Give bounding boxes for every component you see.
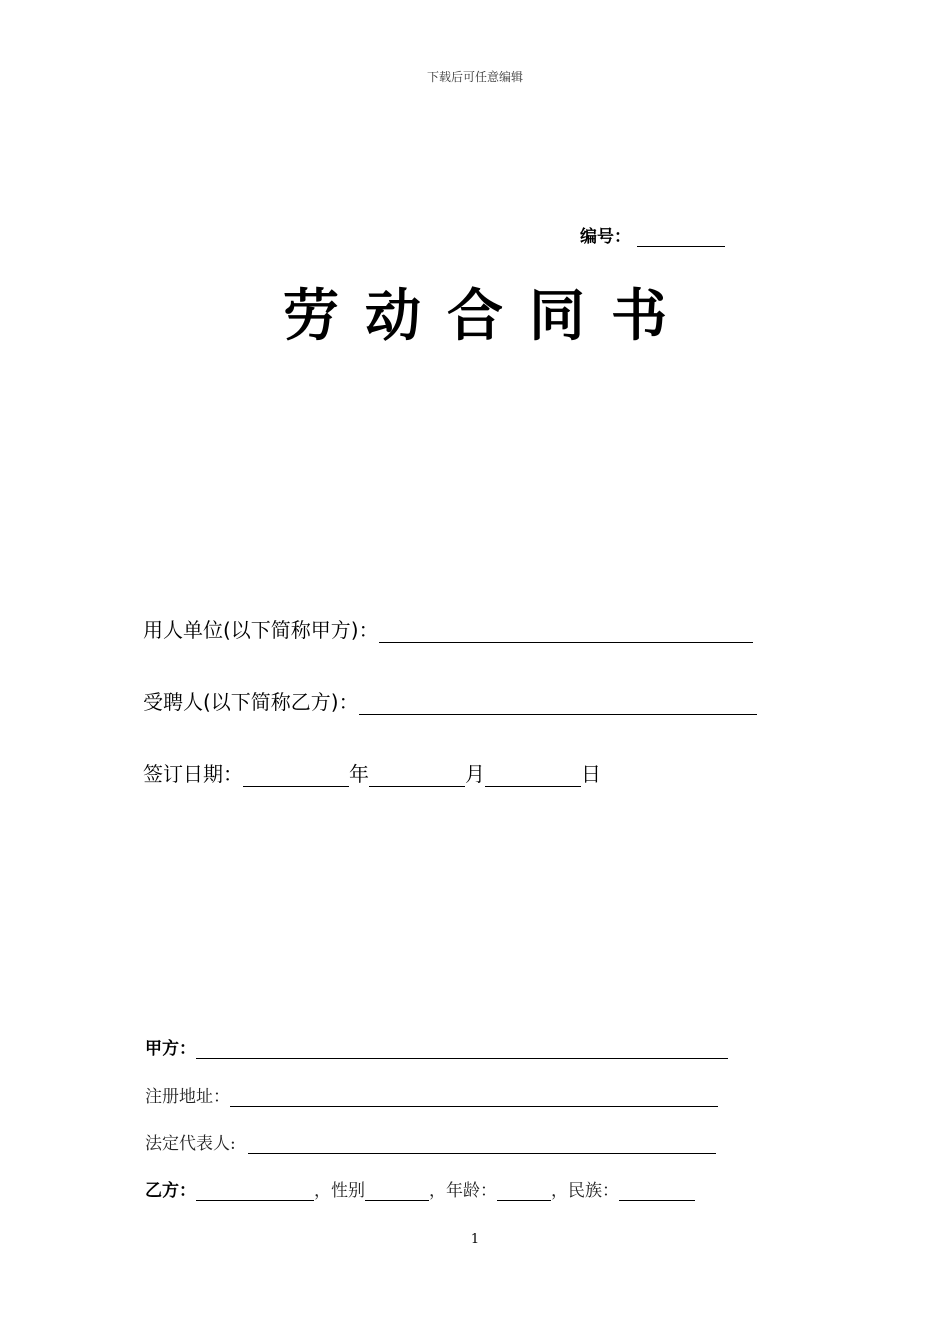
legal-rep-blank — [248, 1134, 716, 1154]
age-label: ，年龄： — [429, 1181, 497, 1201]
party-a-row — [145, 1034, 728, 1059]
ethnicity-blank — [619, 1181, 695, 1201]
month-label: 月 — [465, 762, 485, 786]
header-note: 下载后可任意编辑 — [426, 70, 523, 84]
gender-label: ，性别 — [314, 1181, 365, 1201]
party-b-row — [145, 1176, 695, 1201]
day-label: 日 — [581, 762, 601, 786]
year-blank — [243, 764, 349, 787]
document-title: 劳动合同书 — [283, 284, 693, 349]
employer-field — [143, 614, 753, 643]
legal-rep-row — [145, 1129, 716, 1154]
employee-field — [143, 686, 757, 715]
document-number-blank — [637, 228, 725, 247]
sign-date-label: 签订日期： — [143, 762, 243, 786]
address-row — [145, 1082, 718, 1107]
age-blank — [497, 1181, 551, 1201]
party-a-blank — [196, 1039, 728, 1059]
day-blank — [485, 764, 581, 787]
month-blank — [369, 764, 465, 787]
ethnicity-label: ，民族： — [551, 1181, 619, 1201]
gender-blank — [365, 1181, 429, 1201]
employer-blank — [379, 620, 753, 643]
employee-label: 受聘人(以下简称乙方)： — [143, 690, 359, 714]
employee-blank — [359, 692, 757, 715]
employer-label: 用人单位(以下简称甲方)： — [143, 618, 379, 642]
address-blank — [230, 1087, 718, 1107]
year-label: 年 — [349, 762, 369, 786]
legal-rep-label: 法定代表人: — [145, 1134, 236, 1154]
party-a-label: 甲方： — [145, 1039, 196, 1059]
sign-date-field — [143, 758, 601, 787]
page-number: 1 — [470, 1232, 480, 1247]
party-b-name-blank — [196, 1181, 314, 1201]
document-number — [580, 222, 725, 247]
address-label: 注册地址： — [145, 1087, 230, 1107]
document-number-label: 编号： — [580, 227, 631, 247]
party-b-label: 乙方： — [145, 1181, 196, 1201]
